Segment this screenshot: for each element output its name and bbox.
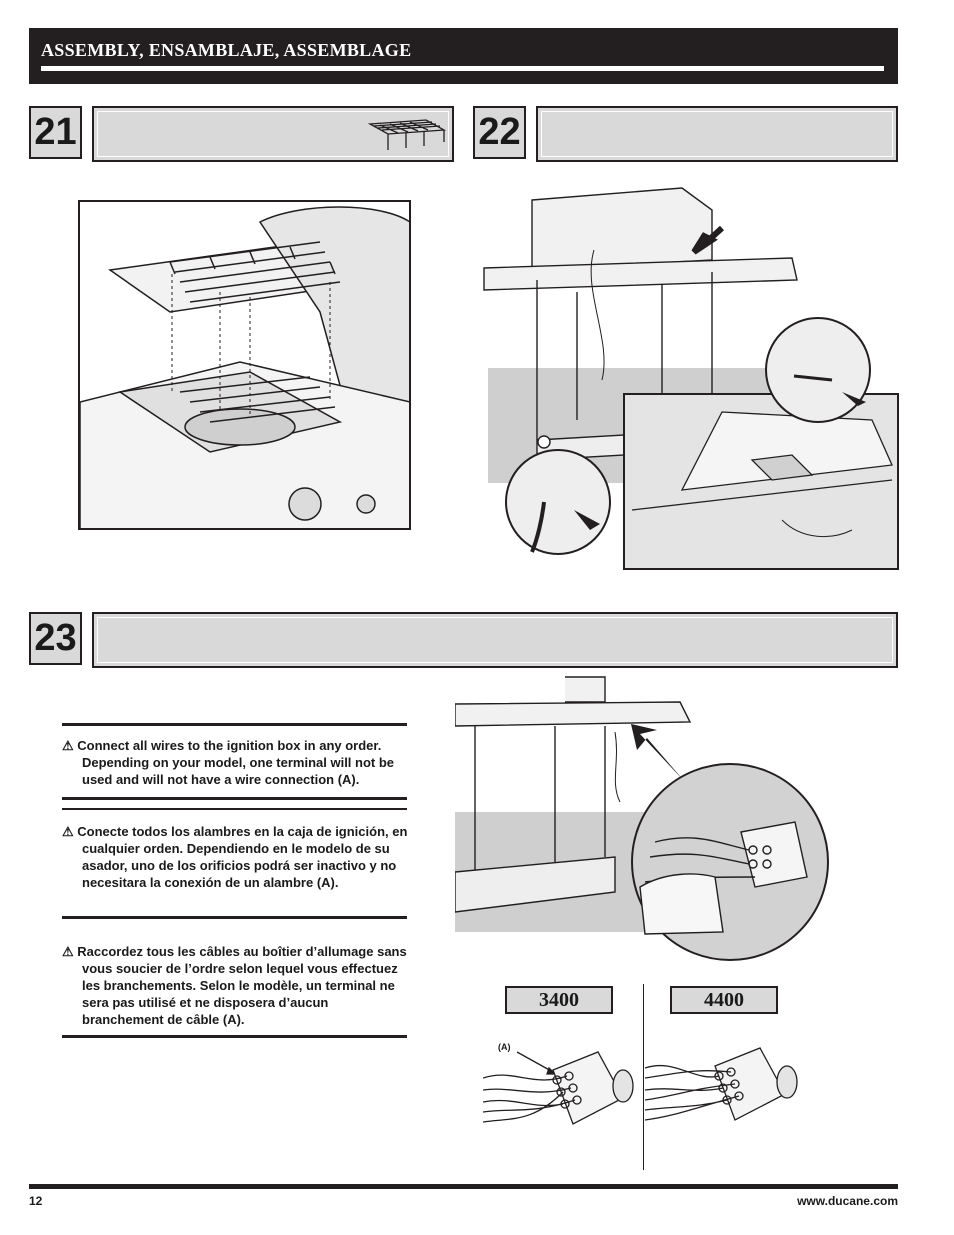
ignition-box-connection-drawing — [455, 672, 855, 972]
note-spanish-text: ⚠ Conecte todos los alambres en la caja de ignición, en cualquier orden. Dependiendo en le modelo de su asador, uno de los orificios podrá ser inactivo y no necesitara la conexión de un alambre (A). — [62, 824, 408, 890]
ignition-box-3400-drawing — [483, 1038, 638, 1134]
step-23-illustration — [455, 672, 855, 972]
model-3400-ignition-box — [483, 1038, 638, 1134]
section-title: ASSEMBLY, ENSAMBLAJE, ASSEMBLAGE — [41, 40, 412, 60]
note-rule-top — [62, 723, 407, 726]
model-4400-ignition-box — [645, 1038, 805, 1134]
note-rule-bottom — [62, 1035, 407, 1038]
cooking-grid-icon — [366, 116, 448, 156]
step-22-bar — [536, 106, 898, 162]
note-french — [62, 943, 412, 1028]
note-english — [62, 737, 412, 788]
step-21-illustration — [78, 200, 411, 530]
side-burner-grate-drawing — [80, 202, 411, 530]
model-4400-label: 4400 — [670, 986, 778, 1014]
footer-bar — [29, 1184, 898, 1189]
note-rule-3 — [62, 916, 407, 919]
step-21-bar — [92, 106, 454, 162]
step-23-number: 23 — [29, 612, 82, 665]
step-22-illustration — [482, 180, 900, 572]
ignition-box-4400-drawing — [645, 1038, 805, 1134]
model-3400-label: 3400 — [505, 986, 613, 1014]
header-rule — [41, 66, 884, 71]
step-23-bar — [92, 612, 898, 668]
model-divider — [643, 984, 644, 1170]
step-22-number: 22 — [473, 106, 526, 159]
callout-a: (A) — [498, 1042, 511, 1052]
ignition-wire-routing-drawing — [482, 180, 900, 572]
footer-url[interactable]: www.ducane.com — [797, 1194, 898, 1208]
header-bar — [29, 28, 898, 84]
note-french-text: ⚠ Raccordez tous les câbles au boîtier d’allumage sans vous soucier de l’ordre selon lequel vous effectuez les branchements. Selon le modèle, un terminal ne sera pas utilisé et ne disposera d’aucun branchement de câble (A). — [62, 944, 407, 1027]
note-spanish — [62, 823, 412, 891]
note-english-text: ⚠ Connect all wires to the ignition box in any order. Depending on your model, one terminal will not be used and will not have a wire connection (A). — [62, 738, 395, 787]
page-number: 12 — [29, 1194, 43, 1208]
note-rule-2 — [62, 808, 407, 810]
step-21-number: 21 — [29, 106, 82, 159]
note-rule-1 — [62, 797, 407, 800]
